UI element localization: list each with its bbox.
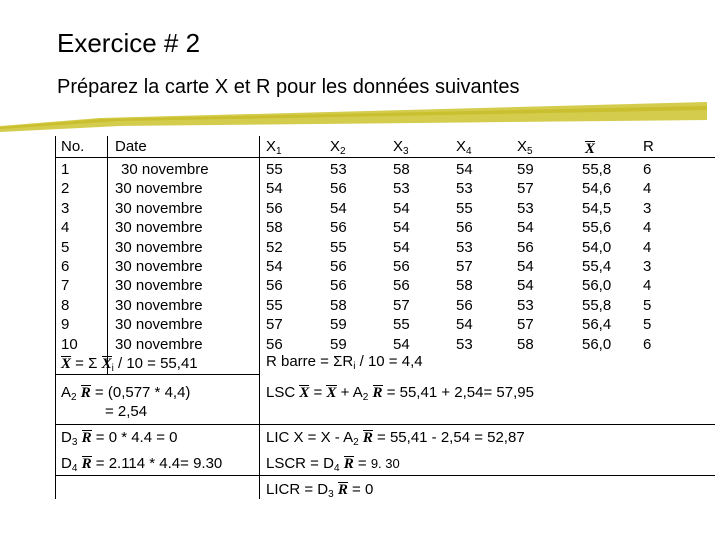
- cell-date: 30 novembre: [115, 296, 203, 314]
- cell-x4: 54: [456, 161, 473, 178]
- cell-x2: 58: [330, 296, 347, 314]
- header-x5: $X_5$: [517, 138, 533, 157]
- cell-r: 3: [643, 258, 652, 275]
- cell-x1: 54: [266, 258, 283, 275]
- cell-date: 30 novembre: [115, 335, 203, 353]
- cell-no: 10: [61, 335, 78, 353]
- cell-date: 30 novembre: [115, 258, 203, 275]
- lic-formula: LIC $X = X - A_2$ R = 55,41 - 2,54 = 52,87: [266, 429, 525, 448]
- header-r: R: [643, 138, 654, 155]
- cell-x5: 56: [517, 238, 534, 256]
- cell-x2: 55: [330, 238, 347, 256]
- page-subtitle: Préparez la carte X et R pour les données suivantes: [57, 76, 520, 98]
- cell-xbar: 55,4: [582, 258, 612, 275]
- cell-x3: 56: [393, 258, 410, 275]
- cell-r: 6: [643, 161, 652, 178]
- cell-no: 7: [61, 277, 70, 295]
- cell-x3: 54: [393, 335, 410, 353]
- table-divider-date: [107, 136, 108, 374]
- cell-x3: 54: [393, 199, 410, 217]
- cell-no: 2: [61, 180, 70, 198]
- table-header-divider: [55, 157, 715, 158]
- cell-x5: 53: [517, 296, 534, 314]
- cell-x2: 59: [330, 335, 347, 353]
- header-date: Date: [115, 138, 147, 155]
- a2-formula: $A_2$ R = (0,577 * 4,4): [61, 384, 191, 403]
- d3-formula: $D_3$ R = 0 * 4.4 = 0: [61, 429, 178, 448]
- cell-x4: 57: [456, 258, 473, 275]
- cell-x5: 59: [517, 161, 534, 178]
- cell-x2: 59: [330, 316, 347, 334]
- lscr-formula: LSCR = $D_4$ R = 9. 30: [266, 455, 400, 474]
- cell-no: 9: [61, 316, 70, 334]
- cell-xbar: 56,0: [582, 335, 612, 353]
- licr-formula: LICR = $D_3$ R = 0: [266, 481, 374, 500]
- cell-x5: 54: [517, 258, 534, 275]
- lsc-formula: LSC $X = X + A_2$ R = 55,41 + 2,54= 57,95: [266, 384, 534, 403]
- cell-x1: 52: [266, 238, 283, 256]
- cell-x3: 54: [393, 238, 410, 256]
- cell-x1: 56: [266, 335, 283, 353]
- header-x4: $X_4$: [456, 138, 472, 157]
- cell-x3: 53: [393, 180, 410, 198]
- cell-date: 30 novembre: [115, 199, 203, 217]
- cell-no: 5: [61, 238, 70, 256]
- cell-x4: 53: [456, 238, 473, 256]
- cell-r: 4: [643, 219, 652, 237]
- cell-xbar: 55,8: [582, 296, 612, 314]
- formula-divider-1: [55, 424, 715, 425]
- cell-x1: 54: [266, 180, 283, 198]
- rbar-formula: R barre = $\Sigma R_i / 10 = 4,4$: [266, 353, 423, 372]
- cell-x3: 54: [393, 219, 410, 237]
- cell-date: 30 novembre: [115, 316, 203, 334]
- cell-r: 5: [643, 316, 652, 334]
- cell-x5: 58: [517, 335, 534, 353]
- a2-result: = 2,54: [105, 403, 148, 420]
- cell-x1: 57: [266, 316, 283, 334]
- cell-x1: 55: [266, 296, 283, 314]
- cell-xbar: 56,0: [582, 277, 612, 295]
- cell-x5: 57: [517, 316, 534, 334]
- cell-date: 30 novembre: [115, 277, 203, 295]
- cell-xbar: 54,5: [582, 199, 612, 217]
- header-x2: $X_2$: [330, 138, 346, 157]
- cell-x4: 54: [456, 316, 473, 334]
- cell-xbar: 54,0: [582, 238, 612, 256]
- cell-x2: 54: [330, 199, 347, 217]
- cell-x4: 56: [456, 296, 473, 314]
- cell-x4: 58: [456, 277, 473, 295]
- cell-no: 4: [61, 219, 70, 237]
- cell-no: 8: [61, 296, 70, 314]
- table-divider-x1: [259, 136, 260, 499]
- cell-x2: 56: [330, 219, 347, 237]
- xbarbar-formula: X = Σ $X_i / 10 = 55,41$: [61, 355, 198, 374]
- cell-xbar: 55,8: [582, 161, 612, 178]
- cell-r: 4: [643, 238, 652, 256]
- cell-x1: 56: [266, 199, 283, 217]
- formula-divider-2: [55, 475, 715, 476]
- cell-r: 4: [643, 180, 652, 198]
- cell-x3: 57: [393, 296, 410, 314]
- cell-no: 1: [61, 161, 70, 178]
- cell-x1: 56: [266, 277, 283, 295]
- table-data-divider: [55, 374, 259, 375]
- cell-x2: 56: [330, 180, 347, 198]
- cell-x1: 58: [266, 219, 283, 237]
- header-xbar: X: [585, 141, 596, 157]
- d4-formula: $D_4$ R = 2.114 * 4.4= 9.30: [61, 455, 223, 474]
- cell-xbar: 55,6: [582, 219, 612, 237]
- cell-no: 3: [61, 199, 70, 217]
- cell-no: 6: [61, 258, 70, 275]
- cell-x3: 56: [393, 277, 410, 295]
- cell-x4: 53: [456, 180, 473, 198]
- cell-x4: 56: [456, 219, 473, 237]
- cell-r: 5: [643, 296, 652, 314]
- cell-x4: 53: [456, 335, 473, 353]
- header-no: No.: [61, 138, 85, 155]
- cell-r: 3: [643, 199, 652, 217]
- cell-r: 6: [643, 335, 652, 353]
- cell-xbar: 54,6: [582, 180, 612, 198]
- cell-x2: 56: [330, 258, 347, 275]
- cell-x2: 53: [330, 161, 347, 178]
- cell-x5: 54: [517, 219, 534, 237]
- cell-date: 30 novembre: [115, 238, 203, 256]
- decorative-rule: [0, 0, 720, 140]
- table-left-border: [55, 136, 56, 499]
- page-title: Exercice # 2: [57, 28, 201, 58]
- cell-x3: 55: [393, 316, 410, 334]
- header-x1: $X_1$: [266, 138, 282, 157]
- cell-x3: 58: [393, 161, 410, 178]
- cell-x1: 55: [266, 161, 283, 178]
- cell-x5: 57: [517, 180, 534, 198]
- cell-xbar: 56,4: [582, 316, 612, 334]
- cell-date: 30 novembre: [115, 219, 203, 237]
- cell-x5: 54: [517, 277, 534, 295]
- cell-r: 4: [643, 277, 652, 295]
- cell-x4: 55: [456, 199, 473, 217]
- header-x3: $X_3$: [393, 138, 409, 157]
- cell-date: 30 novembre: [121, 161, 209, 178]
- cell-date: 30 novembre: [115, 180, 203, 198]
- cell-x2: 56: [330, 277, 347, 295]
- cell-x5: 53: [517, 199, 534, 217]
